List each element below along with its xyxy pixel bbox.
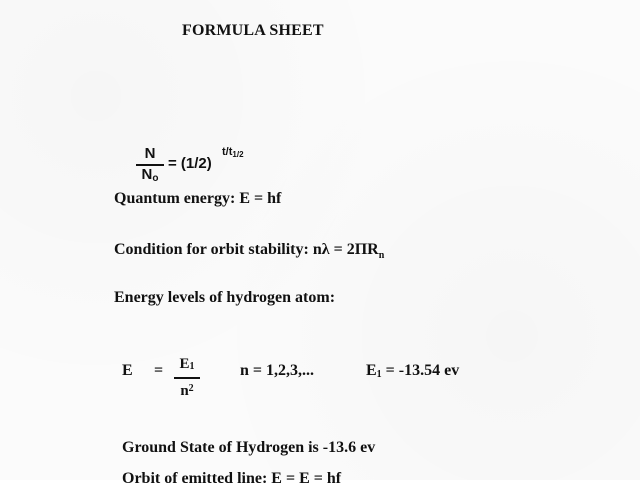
energy-fraction-bar [174, 377, 200, 379]
n-values: n = 1,2,3,... [240, 362, 315, 379]
decay-numerator: N [144, 145, 156, 162]
energy-level-formula [122, 356, 542, 399]
page-title: FORMULA SHEET [182, 22, 324, 39]
orbit-stability-line [114, 241, 384, 261]
e1-number: = -13.54 ev [385, 362, 460, 379]
decay-rhs: = (1/2) [168, 155, 212, 172]
energy-numerator-letter: E [179, 356, 190, 372]
energy-denominator [174, 381, 200, 399]
decay-exponent-text: t/t [222, 146, 233, 158]
decay-denominator [136, 167, 164, 187]
quantum-energy-line: Quantum energy: E = hf [114, 190, 282, 207]
energy-denominator-sup: 2 [188, 382, 194, 394]
decay-exponent-sub: 1/2 [232, 150, 244, 159]
energy-denominator-letter: n [180, 382, 189, 399]
decay-exponent [222, 146, 244, 159]
ground-state-line: Ground State of Hydrogen is -13.6 ev [122, 439, 376, 456]
energy-numerator [174, 356, 200, 375]
orbit-stability-text: Condition for orbit stability: nλ = 2ΠR [114, 241, 379, 258]
energy-numerator-sub: 1 [189, 361, 195, 372]
decay-denominator-letter: N [141, 166, 153, 183]
e1-label: E [366, 362, 377, 379]
decay-formula [136, 146, 316, 192]
partial-next-line: Orbit of emitted line: E = E = hf [122, 470, 342, 487]
energy-equals: = [154, 362, 164, 379]
e1-value [366, 362, 459, 380]
orbit-stability-sub: n [378, 250, 385, 262]
decay-fraction [136, 146, 164, 187]
e1-sub: 1 [376, 369, 382, 380]
energy-levels-heading: Energy levels of hydrogen atom: [114, 289, 336, 306]
energy-fraction [174, 356, 200, 399]
energy-lhs: E [122, 362, 133, 379]
decay-denominator-sub: o [152, 173, 159, 184]
